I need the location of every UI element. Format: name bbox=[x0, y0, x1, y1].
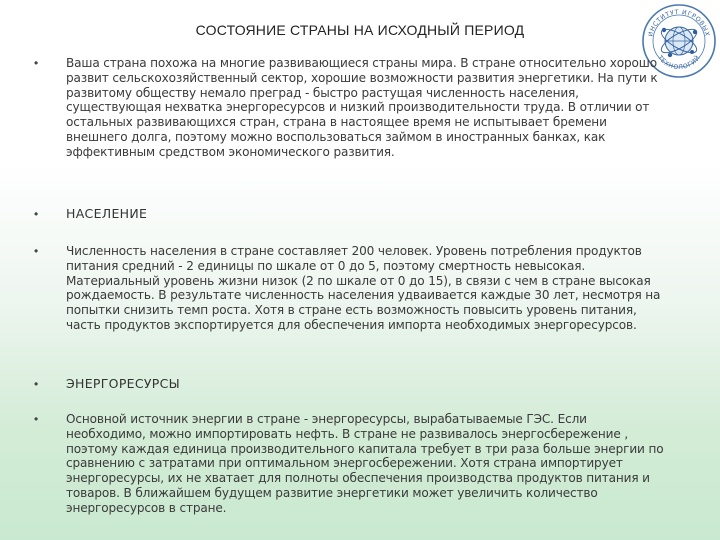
bullet-marker: • bbox=[34, 207, 39, 221]
logo-text-bottom: ТЕХНОЛОГИЙ bbox=[656, 54, 702, 72]
bullet-text: Ваша страна похожа на многие развивающиеся страны мира. В стране относительно хорошо развит сельскохозяйственный сектор, хорошие возможности развития энергетики. На пути к развитому обществу немало преград - быстро растущая численность населения, существующая нехватка энергоресурсов и низкий производительности труда. В отличии от остальных развивающихся стран, страна в настоящее время не испытывает бремени внешнего долга, поэтому можно воспользоваться займом в иностранных банках, как эффективным средством экономического развития. bbox=[66, 56, 658, 159]
section-heading: НАСЕЛЕНИЕ bbox=[66, 206, 148, 221]
slide-title: СОСТОЯНИЕ СТРАНЫ НА ИСХОДНЫЙ ПЕРИОД bbox=[195, 22, 525, 38]
bullet-marker: • bbox=[34, 244, 39, 258]
bullet-marker: • bbox=[34, 377, 39, 391]
section-heading: ЭНЕРГОРЕСУРСЫ bbox=[66, 376, 181, 391]
bullet-marker: • bbox=[34, 56, 39, 70]
bullet-text: Численность населения в стране составляет 200 человек. Уровень потребления продуктов питания средний - 2 единицы по шкале от 0 до 5, поэтому смертность невысокая. Материальный уровень жизни низок (2 по шкале от 0 до 15), в связи с чем в стране высокая рождаемость. В результате численность населения удваивается каждые 30 лет, несмотря на попытки снизить темп роста. Хотя в стране есть возможность повысить уровень питания, часть продуктов экспортируется для обеспечения импорта необходимых энергоресурсов. bbox=[66, 244, 661, 332]
bullet-text: Основной источник энергии в стране - энергоресурсы, вырабатываемые ГЭС. Если необходимо, можно импортировать нефть. В стране не развивалось энергосбережение , поэтому каждая единица производительного капитала требует в три раза больше энергии по сравнению с затратами при оптимальном энергосбережении. Хотя страна импортирует энергоресурсы, их не хватает для полноты обеспечения производства продуктов питания и товаров. В ближайшем будущем развитие энергетики может увеличить количество энергоресурсов в стране. bbox=[66, 412, 664, 515]
bullet-marker: • bbox=[34, 412, 39, 426]
logo-text-top: ИНСТИТУТ ИГРОВЫХ bbox=[647, 8, 711, 38]
